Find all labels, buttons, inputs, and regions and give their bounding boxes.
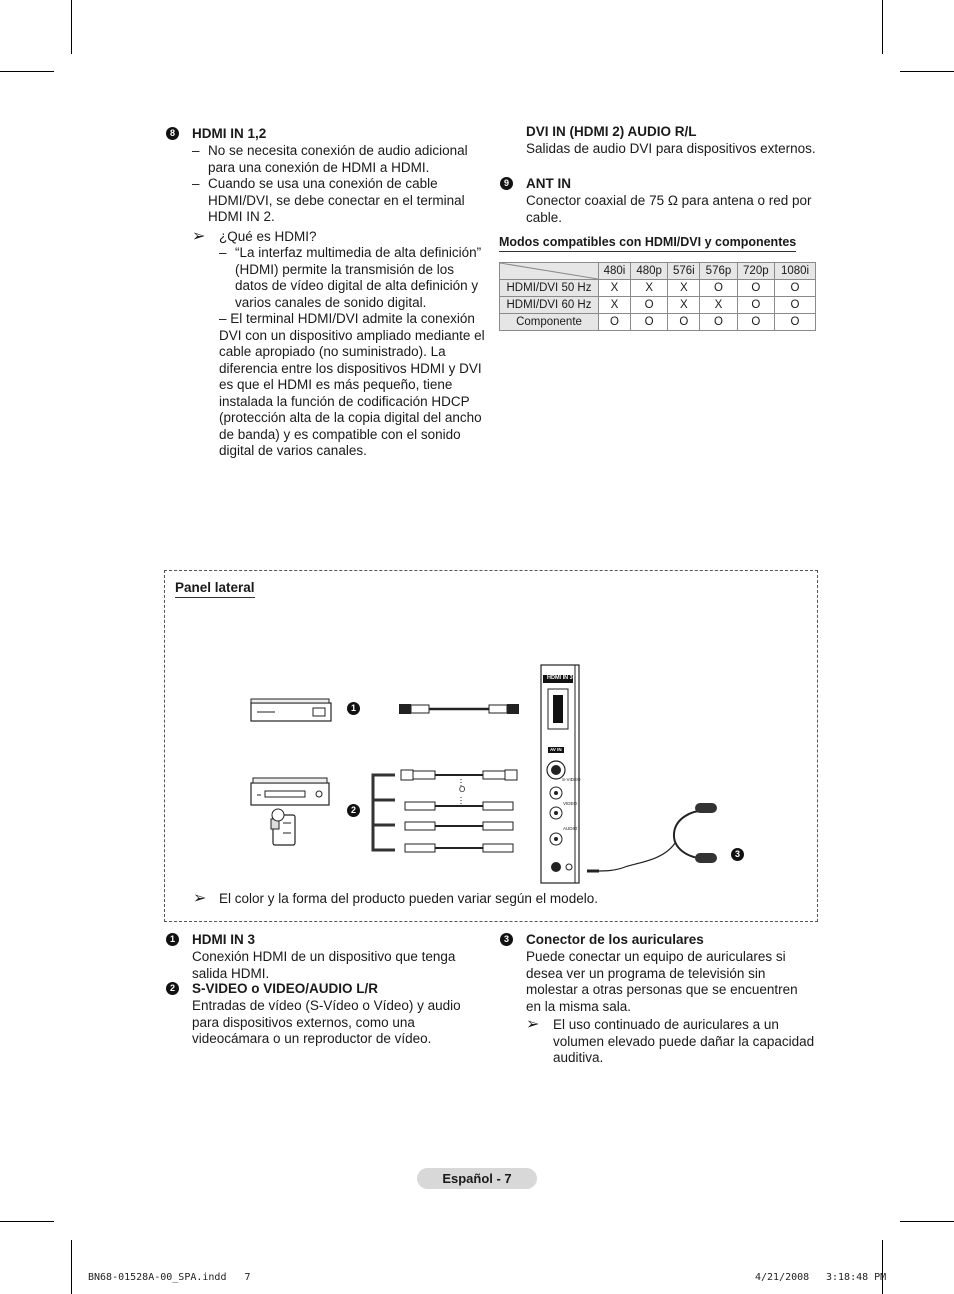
item-note-text: El uso continuado de auriculares a un volumen elevado puede dañar la capacidad auditiva. xyxy=(553,1017,815,1065)
note-paragraph: – El terminal HDMI/DVI admite la conexión DVI con un dispositivo ampliado mediante el cable apropiado (no suministrado). La diferencia entre los dispositivos HDMI y DVI es que el HDMI es más pequeño, tiene instalada la función de codificación HDCP (protección alta de la copia digital del ancho de banda) y es compatible con el sonido digital de varios canales. xyxy=(219,311,485,458)
item-title: HDMI IN 1,2 xyxy=(192,126,267,141)
or-label: O xyxy=(459,785,466,794)
crop-mark xyxy=(0,1221,54,1222)
table-cell: X xyxy=(668,297,700,314)
table-header-row xyxy=(500,263,816,280)
table-cell: X xyxy=(599,280,631,297)
table-column-header: 480p xyxy=(630,263,667,280)
item-3 xyxy=(500,932,816,1067)
table-cell: O xyxy=(737,297,774,314)
dvi-text: Salidas de audio DVI para dispositivos externos. xyxy=(526,140,816,156)
table-corner-cell xyxy=(500,263,599,280)
camcorder-icon xyxy=(271,809,295,845)
crop-mark xyxy=(900,1221,954,1222)
crop-mark xyxy=(882,1240,883,1294)
note-arrow-icon: ➢ xyxy=(192,227,206,245)
table-row-header: Componente xyxy=(500,314,599,331)
av-in-label: AV IN xyxy=(550,747,562,752)
table-cell: O xyxy=(668,314,700,331)
connection-diagram xyxy=(165,571,817,921)
panel-note xyxy=(193,891,793,908)
item-text: Entradas de vídeo (S-Vídeo o Vídeo) y audio para dispositivos externos, como una videocámara o un reproductor de vídeo. xyxy=(192,998,461,1046)
modes-title: Modos compatibles con HDMI/DVI y componentes xyxy=(499,234,796,252)
panel-title: Panel lateral xyxy=(175,579,255,598)
footer-date: 4/21/2008 xyxy=(755,1272,810,1283)
modes-section xyxy=(499,233,816,331)
footer-file: BN68-01528A-00_SPA.indd 7 xyxy=(88,1272,251,1283)
note-arrow-icon: ➢ xyxy=(526,1016,540,1033)
table-cell: X xyxy=(599,297,631,314)
hdmi-cable-icon xyxy=(399,704,519,714)
table-column-header: 480i xyxy=(599,263,631,280)
item-bullet: – No se necesita conexión de audio adicional para una conexión de HDMI a HDMI. xyxy=(192,143,486,176)
dvi-audio xyxy=(526,124,816,157)
table-cell: X xyxy=(630,280,667,297)
panel-note-text: El color y la forma del producto pueden variar según el modelo. xyxy=(219,891,598,906)
table-cell: X xyxy=(700,297,737,314)
table-cell: O xyxy=(599,314,631,331)
svideo-label: S-VIDEO xyxy=(562,777,581,782)
note-bullet: – “La interfaz multimedia de alta definición” (HDMI) permite la transmisión de los datos de vídeo digital de alta definición y varios canales de sonido digital. xyxy=(219,245,486,311)
modes-table xyxy=(499,262,816,331)
item-number: 9 xyxy=(500,177,513,190)
rca-cable-icon xyxy=(405,844,513,852)
callout-1: 1 xyxy=(347,702,360,715)
vcr-icon xyxy=(251,778,329,805)
item-title: ANT IN xyxy=(526,176,571,191)
dvd-player-icon xyxy=(251,699,331,721)
item-text: Conector coaxial de 75 Ω para antena o red por cable. xyxy=(526,193,812,225)
table-cell: O xyxy=(775,314,816,331)
item-title: Conector de los auriculares xyxy=(526,932,704,947)
table-column-header: 576i xyxy=(668,263,700,280)
item-note xyxy=(526,1017,816,1067)
table-cell: O xyxy=(737,280,774,297)
table-row xyxy=(500,280,816,297)
table-column-header: 1080i xyxy=(775,263,816,280)
side-panel-box xyxy=(164,570,818,922)
table-cell: O xyxy=(737,314,774,331)
table-row-header: HDMI/DVI 50 Hz xyxy=(500,280,599,297)
table-cell: O xyxy=(630,297,667,314)
item-title: S-VIDEO o VIDEO/AUDIO L/R xyxy=(192,981,379,996)
item-number: 2 xyxy=(166,982,179,995)
crop-mark xyxy=(71,0,72,54)
item-1 xyxy=(166,932,476,982)
table-cell: O xyxy=(700,280,737,297)
table-cell: X xyxy=(668,280,700,297)
table-cell: O xyxy=(775,297,816,314)
headphones-icon xyxy=(587,803,717,871)
audio-label: AUDIO xyxy=(563,826,578,831)
rca-cable-icon xyxy=(405,822,513,830)
item-number: 3 xyxy=(500,933,513,946)
item-bullet: – Cuando se usa una conexión de cable HDMI/DVI, se debe conectar en el terminal HDMI IN 2. xyxy=(192,176,486,226)
svideo-cable-icon xyxy=(401,770,517,780)
item-8 xyxy=(166,126,486,460)
table-cell: O xyxy=(775,280,816,297)
dvi-title: DVI IN (HDMI 2) AUDIO R/L xyxy=(526,124,697,139)
rca-cable-icon xyxy=(405,802,513,810)
item-number: 1 xyxy=(166,933,179,946)
callout-3: 3 xyxy=(731,848,744,861)
table-column-header: 576p xyxy=(700,263,737,280)
item-2 xyxy=(166,981,476,1048)
crop-mark xyxy=(900,71,954,72)
hdmi-in-label: HDMI IN 3 xyxy=(547,675,573,681)
crop-mark xyxy=(882,0,883,54)
note-arrow-icon: ➢ xyxy=(193,890,207,907)
crop-mark xyxy=(71,1240,72,1294)
item-text: Puede conectar un equipo de auriculares si desea ver un programa de televisión sin molestar a otras personas que se encuentren en la misma sala. xyxy=(526,949,798,1014)
table-cell: O xyxy=(700,314,737,331)
video-label: VIDEO xyxy=(563,801,578,806)
page-number-badge: Español - 7 xyxy=(417,1168,537,1189)
crop-mark xyxy=(0,71,54,72)
item-text: Conexión HDMI de un dispositivo que tenga salida HDMI. xyxy=(192,949,456,981)
note-heading: ¿Qué es HDMI? xyxy=(219,228,317,244)
item-number: 8 xyxy=(166,127,179,140)
table-cell: O xyxy=(630,314,667,331)
table-row xyxy=(500,314,816,331)
footer-time: 3:18:48 PM xyxy=(826,1272,887,1283)
table-column-header: 720p xyxy=(737,263,774,280)
item-title: HDMI IN 3 xyxy=(192,932,256,947)
callout-2: 2 xyxy=(347,804,360,817)
table-row xyxy=(500,297,816,314)
tv-side-panel-icon xyxy=(541,665,579,883)
item-9 xyxy=(500,176,816,226)
table-row-header: HDMI/DVI 60 Hz xyxy=(500,297,599,314)
